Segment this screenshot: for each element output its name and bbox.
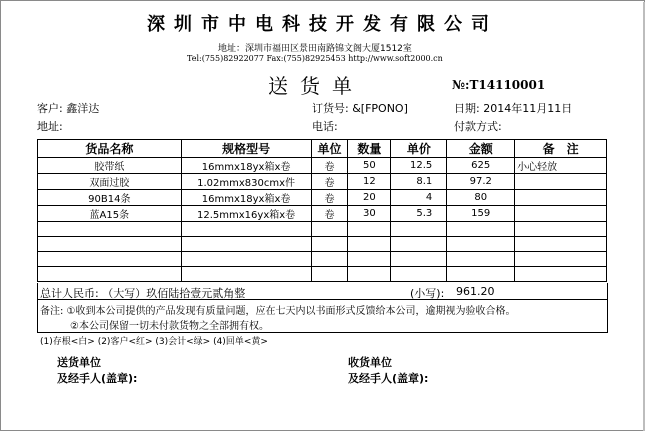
table-header-row [38, 140, 607, 158]
cell-remarks [515, 222, 607, 237]
cell-item-name: 双面过胶 [38, 174, 182, 190]
cell-spec: 16mmx18yx箱x卷 [181, 190, 311, 206]
cell-amount [447, 222, 515, 237]
cell-spec [181, 237, 311, 252]
header-unit-price: 单价 [391, 140, 447, 158]
cell-quantity: 20 [348, 190, 391, 206]
cell-amount: 159 [447, 206, 515, 222]
phone-field: 电话: [312, 120, 338, 133]
company-contact: Tel:(755)82922077 Fax:(755)82925453 http://www.soft2000.cn [187, 54, 443, 63]
sender-unit-label: 送货单位 [57, 356, 101, 369]
cell-unit-price: 8.1 [391, 174, 447, 190]
summary-box [37, 283, 608, 333]
cell-item-name: 胶带纸 [38, 158, 182, 174]
cell-unit: 卷 [311, 158, 348, 174]
header-quantity: 数量 [348, 140, 391, 158]
cell-remarks [515, 267, 607, 282]
table-row [38, 158, 607, 174]
table-row [38, 190, 607, 206]
items-table [37, 139, 607, 282]
cell-remarks: 小心轻放 [515, 158, 607, 174]
receiver-unit-label: 收货单位 [348, 356, 392, 369]
receiver-handler-label: 及经手人(盖章): [348, 372, 429, 385]
cell-unit: 卷 [311, 174, 348, 190]
table-row [38, 174, 607, 190]
header-item-name: 货品名称 [38, 140, 182, 158]
address-field: 地址: [37, 120, 63, 133]
total-row [38, 283, 607, 300]
cell-spec [181, 222, 311, 237]
cell-remarks [515, 237, 607, 252]
cell-amount: 625 [447, 158, 515, 174]
cell-amount [447, 252, 515, 267]
cell-unit [311, 237, 348, 252]
header-remarks: 备 注 [515, 140, 607, 158]
cell-remarks [515, 206, 607, 222]
sender-handler-label: 及经手人(盖章): [57, 372, 138, 385]
total-small-value: 961.20 [456, 285, 495, 298]
cell-spec [181, 252, 311, 267]
table-row [38, 206, 607, 222]
cell-item-name: 蓝A15条 [38, 206, 182, 222]
cell-quantity: 12 [348, 174, 391, 190]
cell-item-name [38, 237, 182, 252]
document-title: 送货单 [268, 74, 364, 98]
cell-unit-price: 4 [391, 190, 447, 206]
header-unit: 单位 [311, 140, 348, 158]
cell-quantity [348, 222, 391, 237]
cell-unit [311, 222, 348, 237]
cell-remarks [515, 252, 607, 267]
cell-item-name [38, 267, 182, 282]
header-amount: 金额 [447, 140, 515, 158]
cell-item-name [38, 252, 182, 267]
cell-unit: 卷 [311, 206, 348, 222]
payment-method-field: 付款方式: [454, 120, 502, 133]
cell-unit-price [391, 237, 447, 252]
cell-remarks [515, 190, 607, 206]
table-row [38, 237, 607, 252]
cell-quantity [348, 252, 391, 267]
cell-item-name [38, 222, 182, 237]
note-ownership: ②本公司保留一切未付款货物之全部拥有权。 [70, 321, 269, 332]
table-row [38, 267, 607, 282]
cell-remarks [515, 174, 607, 190]
cell-spec: 12.5mmx16yx箱x卷 [181, 206, 311, 222]
cell-unit [311, 267, 348, 282]
total-small-label: (小写): [410, 287, 445, 300]
cell-amount [447, 267, 515, 282]
cell-unit-price [391, 267, 447, 282]
cell-spec: 1.02mmx830cmx件 [181, 174, 311, 190]
cell-unit-price [391, 222, 447, 237]
order-number-field: 订货号: &[FPONO] [312, 102, 408, 115]
cell-quantity [348, 267, 391, 282]
total-amount-words: 总计人民币: （大写）玖佰陆拾壹元贰角整 [40, 287, 246, 300]
customer-field: 客户: 鑫洋达 [37, 102, 100, 115]
cell-unit [311, 252, 348, 267]
company-address: 地址：深圳市福田区景田南路锦文阁大厦1512室 [218, 44, 412, 54]
cell-unit: 卷 [311, 190, 348, 206]
cell-unit-price: 12.5 [391, 158, 447, 174]
document-number: №:T14110001 [452, 78, 546, 92]
cell-unit-price: 5.3 [391, 206, 447, 222]
table-row [38, 222, 607, 237]
cell-spec: 16mmx18yx箱x卷 [181, 158, 311, 174]
cell-quantity: 30 [348, 206, 391, 222]
note-quality: 备注: ①收到本公司提供的产品发现有质量问题，应在七天内以书面形式反馈给本公司，逾期视为验收合格。 [40, 306, 516, 317]
company-name: 深圳市中电科技开发有限公司 [147, 14, 498, 35]
cell-quantity: 50 [348, 158, 391, 174]
cell-quantity [348, 237, 391, 252]
cell-amount: 80 [447, 190, 515, 206]
cell-amount: 97.2 [447, 174, 515, 190]
table-row [38, 252, 607, 267]
cell-item-name: 90B14条 [38, 190, 182, 206]
cell-unit-price [391, 252, 447, 267]
cell-amount [447, 237, 515, 252]
copy-distribution: (1)存根<白> (2)客户<红> (3)会计<绿> (4)回单<黄> [40, 337, 268, 347]
header-spec: 规格型号 [181, 140, 311, 158]
cell-spec [181, 267, 311, 282]
date-field: 日期: 2014年11月11日 [454, 102, 573, 115]
